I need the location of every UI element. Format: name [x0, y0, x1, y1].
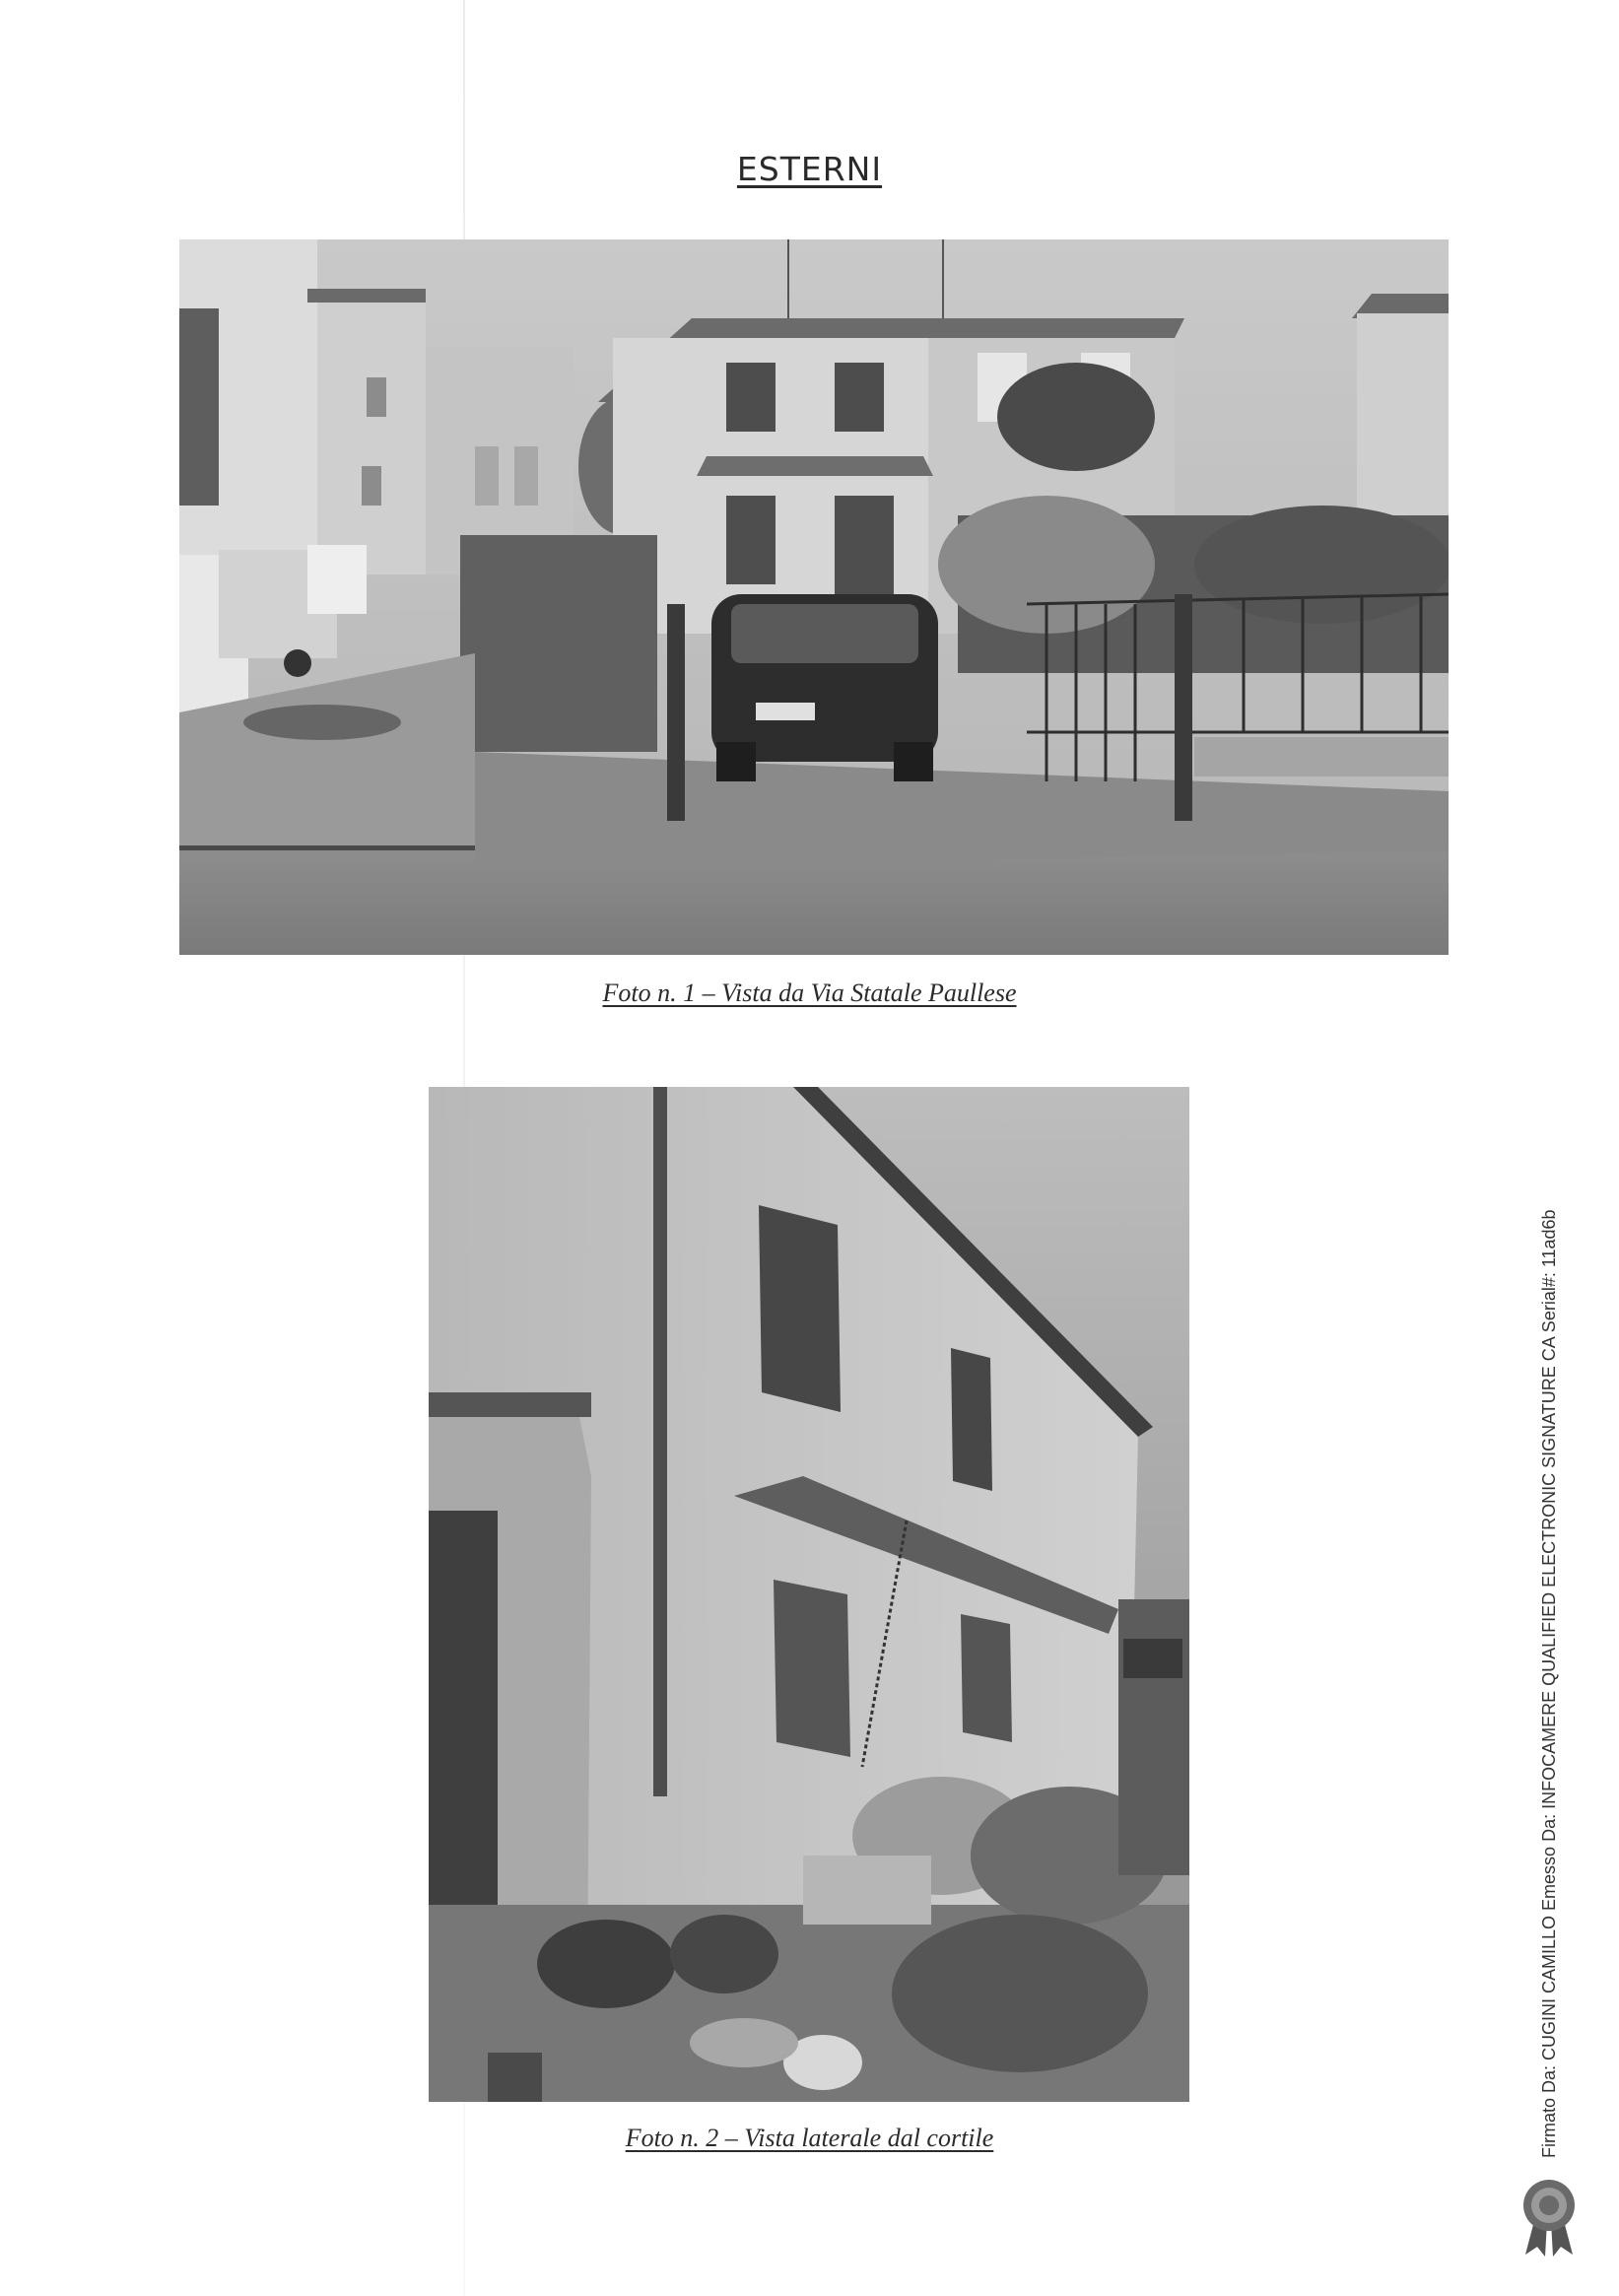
rosette-seal-icon [1516, 2178, 1583, 2257]
photo-front-view [179, 239, 1449, 955]
page-title [0, 150, 1619, 188]
digital-signature-stamp: Firmato Da: CUGINI CAMILLO Emesso Da: INFOCAMERE QUALIFIED ELECTRONIC SIGNATURE CA Serial#: 11ad6b [1539, 1209, 1559, 2158]
photo-side-view [429, 1087, 1189, 2102]
photo-2-caption [0, 2124, 1619, 2153]
house-front-photo [179, 239, 1449, 955]
photo-2-caption-text: Foto n. 2 – Vista laterale dal cortile [625, 2124, 994, 2152]
house-side-photo [429, 1087, 1189, 2102]
photo-1-caption-text: Foto n. 1 – Vista da Via Statale Paullese [602, 979, 1017, 1007]
photo-1-caption [0, 979, 1619, 1008]
page-title-text: ESTERNI [736, 150, 883, 188]
